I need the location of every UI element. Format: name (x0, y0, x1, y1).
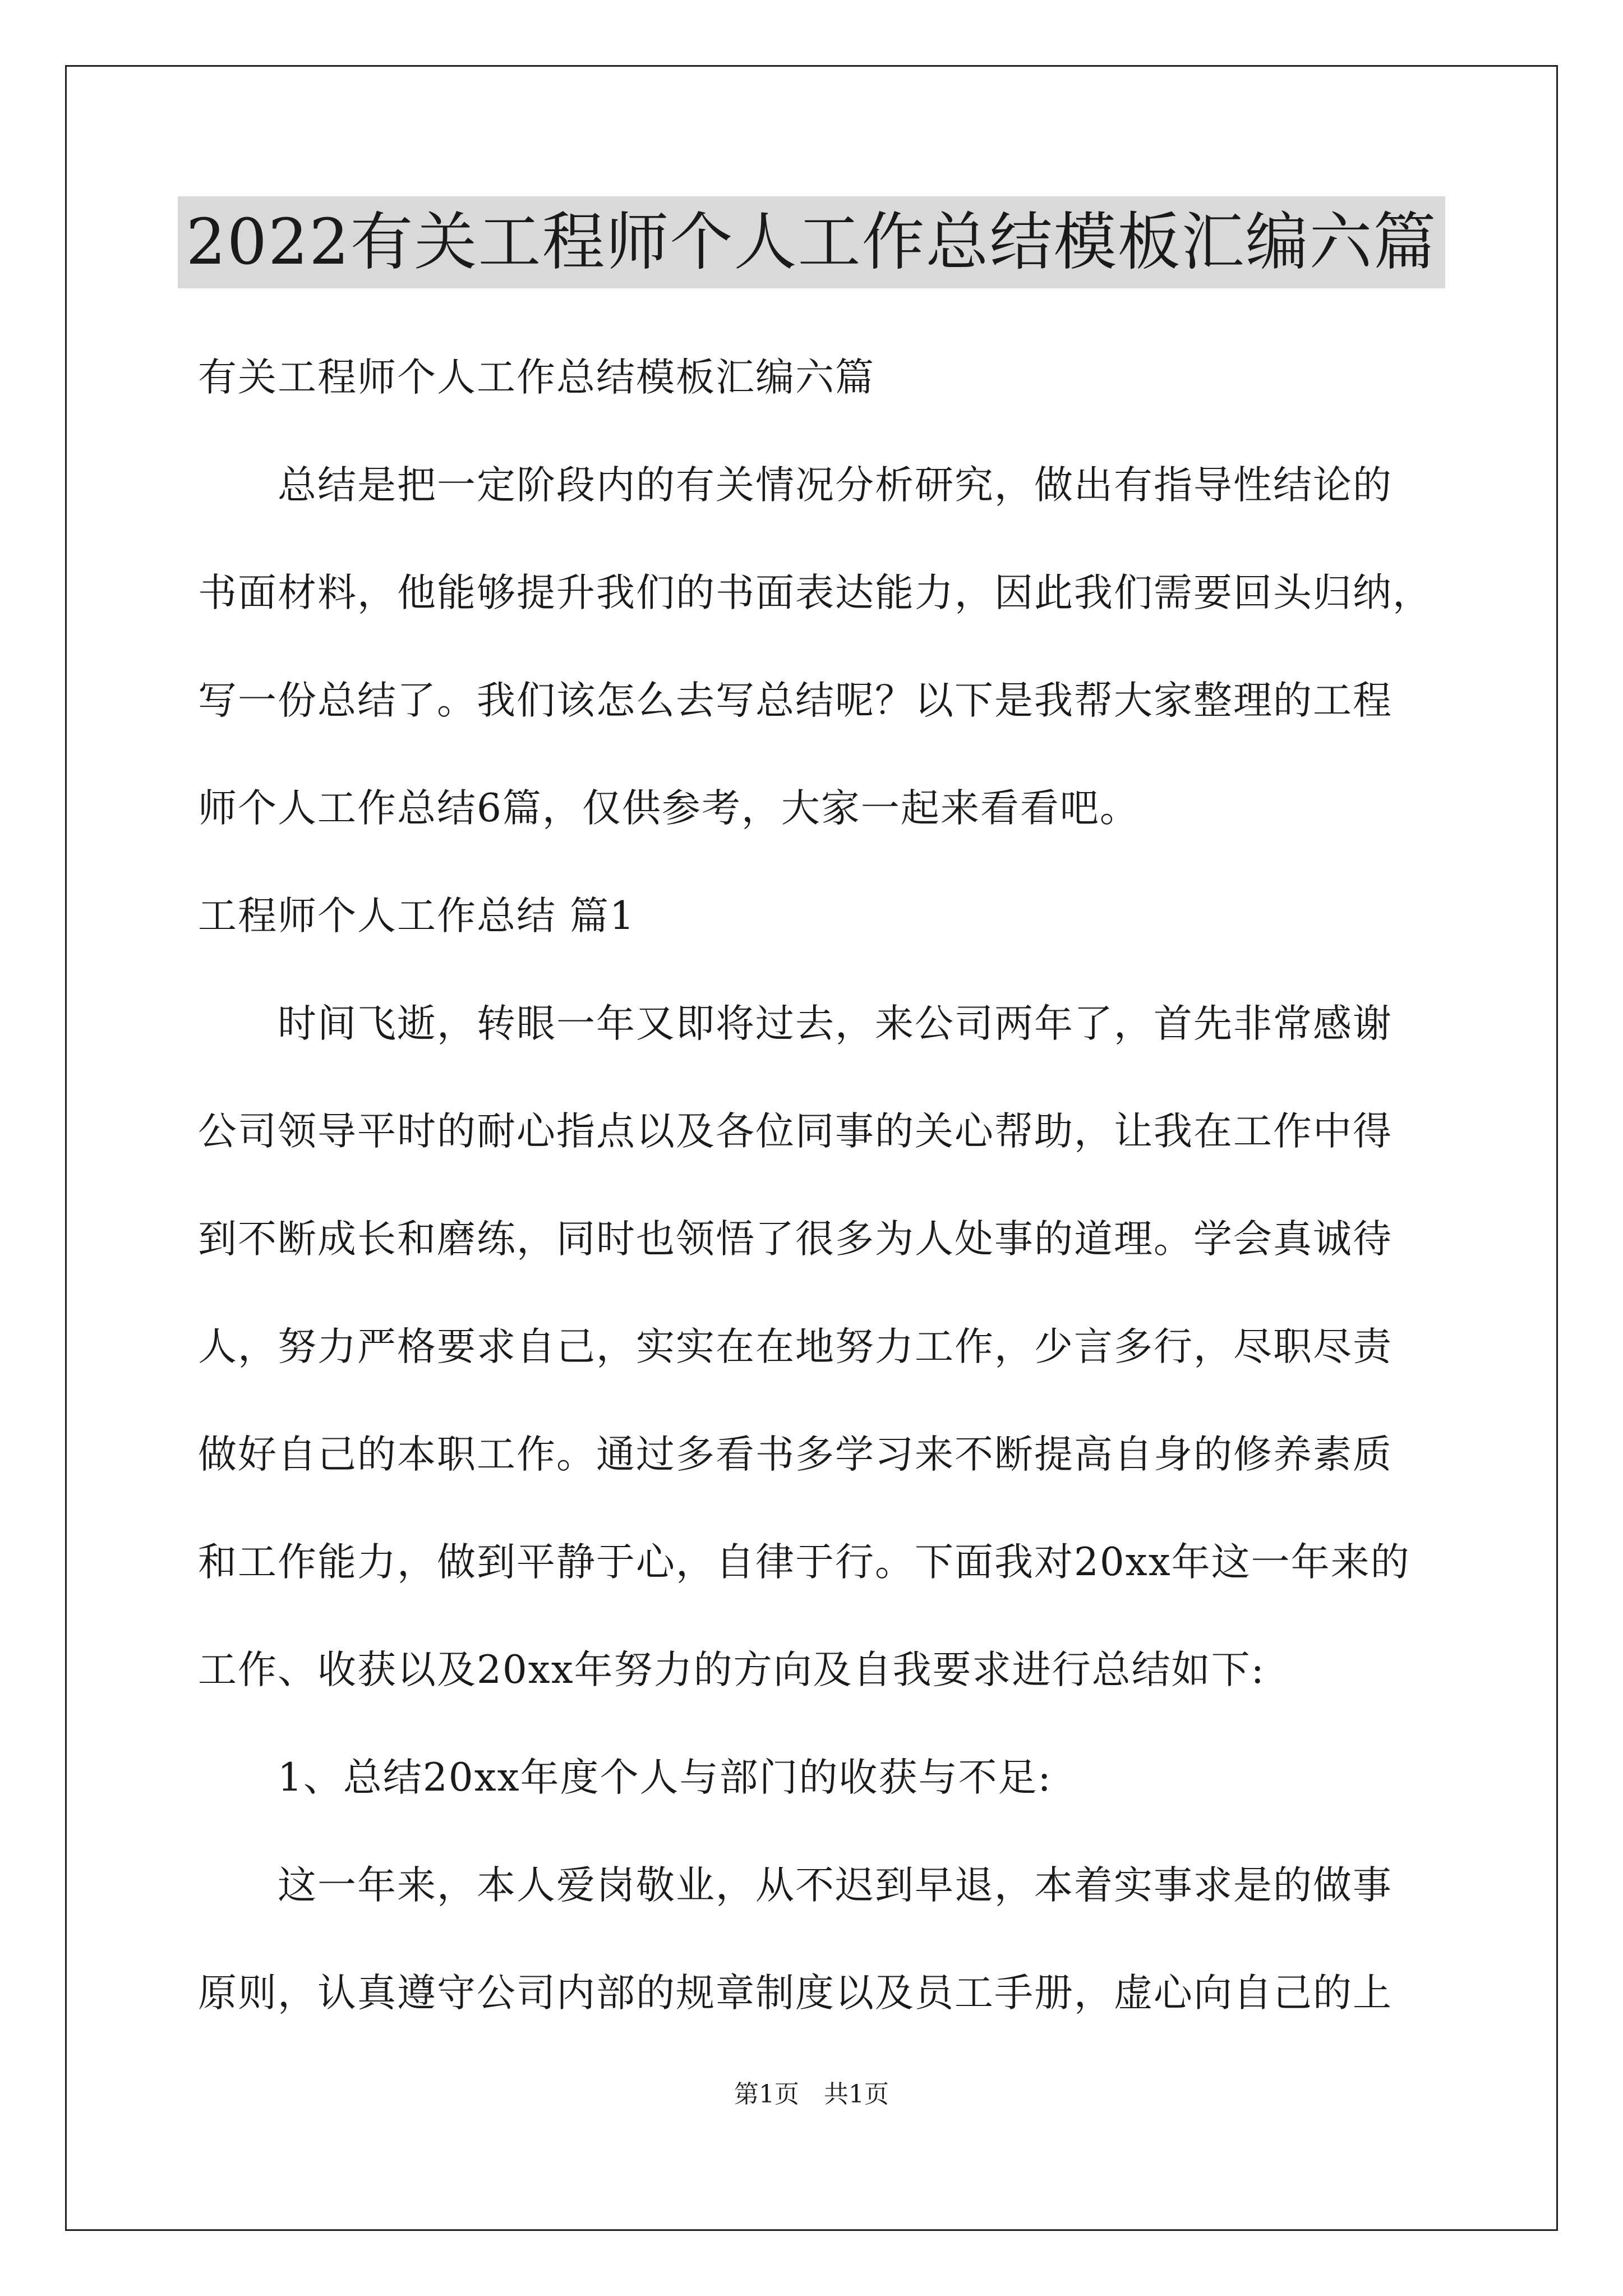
body-line: 时间飞逝，转眼一年又即将过去，来公司两年了，首先非常感谢 (198, 1001, 1393, 1046)
body-line: 公司领导平时的耐心指点以及各位同事的关心帮助，让我在工作中得 (198, 1109, 1393, 1154)
body-line: 原则，认真遵守公司内部的规章制度以及员工手册，虚心向自己的上 (198, 1971, 1393, 2016)
title-container (0, 196, 1623, 288)
body-line: 工作、收获以及20xx年努力的方向及自我要求进行总结如下: (198, 1648, 1265, 1692)
body-line: 书面材料，他能够提升我们的书面表达能力，因此我们需要回头归纳， (198, 570, 1432, 615)
body-line: 做好自己的本职工作。通过多看书多学习来不断提高自身的修养素质 (198, 1432, 1393, 1477)
subtitle-line: 有关工程师个人工作总结模板汇编六篇 (198, 355, 875, 400)
body-line: 总结是把一定阶段内的有关情况分析研究，做出有指导性结论的 (198, 463, 1393, 508)
document-title: 2022有关工程师个人工作总结模板汇编六篇 (178, 196, 1445, 288)
body-line: 1、总结20xx年度个人与部门的收获与不足: (198, 1755, 1052, 1800)
body-line: 师个人工作总结6篇，仅供参考，大家一起来看看吧。 (198, 786, 1140, 831)
body-line: 和工作能力，做到平静于心，自律于行。下面我对20xx年这一年来的 (198, 1540, 1410, 1585)
body-line: 到不断成长和磨练，同时也领悟了很多为人处事的道理。学会真诚待 (198, 1217, 1393, 1262)
section-heading: 工程师个人工作总结 篇1 (198, 894, 635, 938)
page-footer: 第1页 共1页 (734, 2080, 889, 2109)
body-line: 人，努力严格要求自己，实实在在地努力工作，少言多行，尽职尽责 (198, 1324, 1393, 1369)
body-line: 写一份总结了。我们该怎么去写总结呢？以下是我帮大家整理的工程 (198, 678, 1393, 723)
body-line: 这一年来，本人爱岗敬业，从不迟到早退，本着实事求是的做事 (198, 1863, 1393, 1908)
